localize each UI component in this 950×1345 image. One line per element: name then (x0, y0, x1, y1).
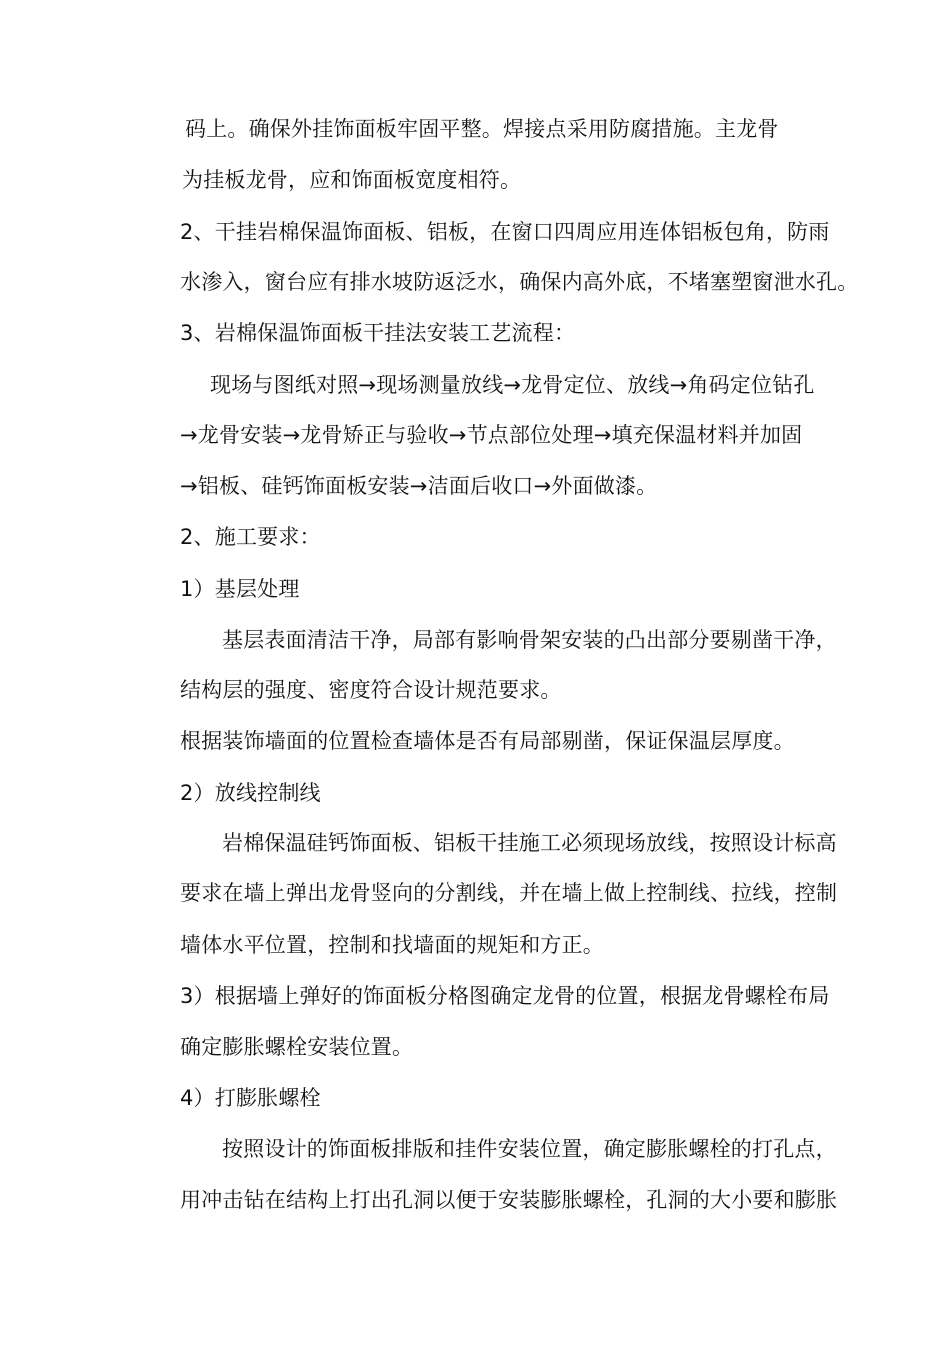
text-line-19: 确定膨胀螺栓安装位置。 (180, 1035, 414, 1059)
process-flow-line-2: →龙骨安装→龙骨矫正与验收→节点部位处理→填充保温材料并加固 (180, 423, 803, 447)
section-heading-3: 3、岩棉保温饰面板干挂法安装工艺流程： (180, 321, 576, 345)
text-line-13: 根据装饰墙面的位置检查墙体是否有局部剔凿，保证保温层厚度。 (180, 729, 795, 753)
text-line-11: 基层表面清洁干净，局部有影响骨架安装的凸出部分要剔凿干净， (222, 628, 837, 652)
text-line-3: 2、干挂岩棉保温饰面板、铝板，在窗口四周应用连体铝板包角，防雨 (180, 220, 830, 244)
text-line-15: 岩棉保温硅钙饰面板、铝板干挂施工必须现场放线，按照设计标高 (222, 831, 837, 855)
text-line-17: 墙体水平位置，控制和找墙面的规矩和方正。 (180, 933, 604, 957)
text-line-2: 为挂板龙骨，应和饰面板宽度相符。 (182, 168, 522, 192)
subheading-base-treatment: 1）基层处理 (180, 577, 300, 601)
text-line-16: 要求在墙上弹出龙骨竖向的分割线，并在墙上做上控制线、拉线，控制 (180, 881, 838, 905)
process-flow-line-3: →铝板、硅钙饰面板安装→洁面后收口→外面做漆。 (180, 474, 658, 498)
text-line-4: 水渗入，窗台应有排水坡防返泛水，确保内高外底，不堵塞塑窗泄水孔。 (180, 270, 859, 294)
text-line-21: 按照设计的饰面板排版和挂件安装位置，确定膨胀螺栓的打孔点， (222, 1137, 837, 1161)
section-heading-construction-requirements: 2、施工要求： (180, 525, 321, 549)
text-line-18: 3）根据墙上弹好的饰面板分格图确定龙骨的位置，根据龙骨螺栓布局 (180, 984, 830, 1008)
subheading-expansion-bolts: 4）打膨胀螺栓 (180, 1086, 321, 1110)
subheading-control-lines: 2）放线控制线 (180, 781, 321, 805)
text-line-22: 用冲击钻在结构上打出孔洞以便于安装膨胀螺栓，孔洞的大小要和膨胀 (180, 1188, 838, 1212)
text-line-1: 码上。确保外挂饰面板牢固平整。焊接点采用防腐措施。主龙骨 (185, 117, 779, 141)
process-flow-line-1: 现场与图纸对照→现场测量放线→龙骨定位、放线→角码定位钻孔 (210, 373, 815, 397)
text-line-12: 结构层的强度、密度符合设计规范要求。 (180, 678, 562, 702)
